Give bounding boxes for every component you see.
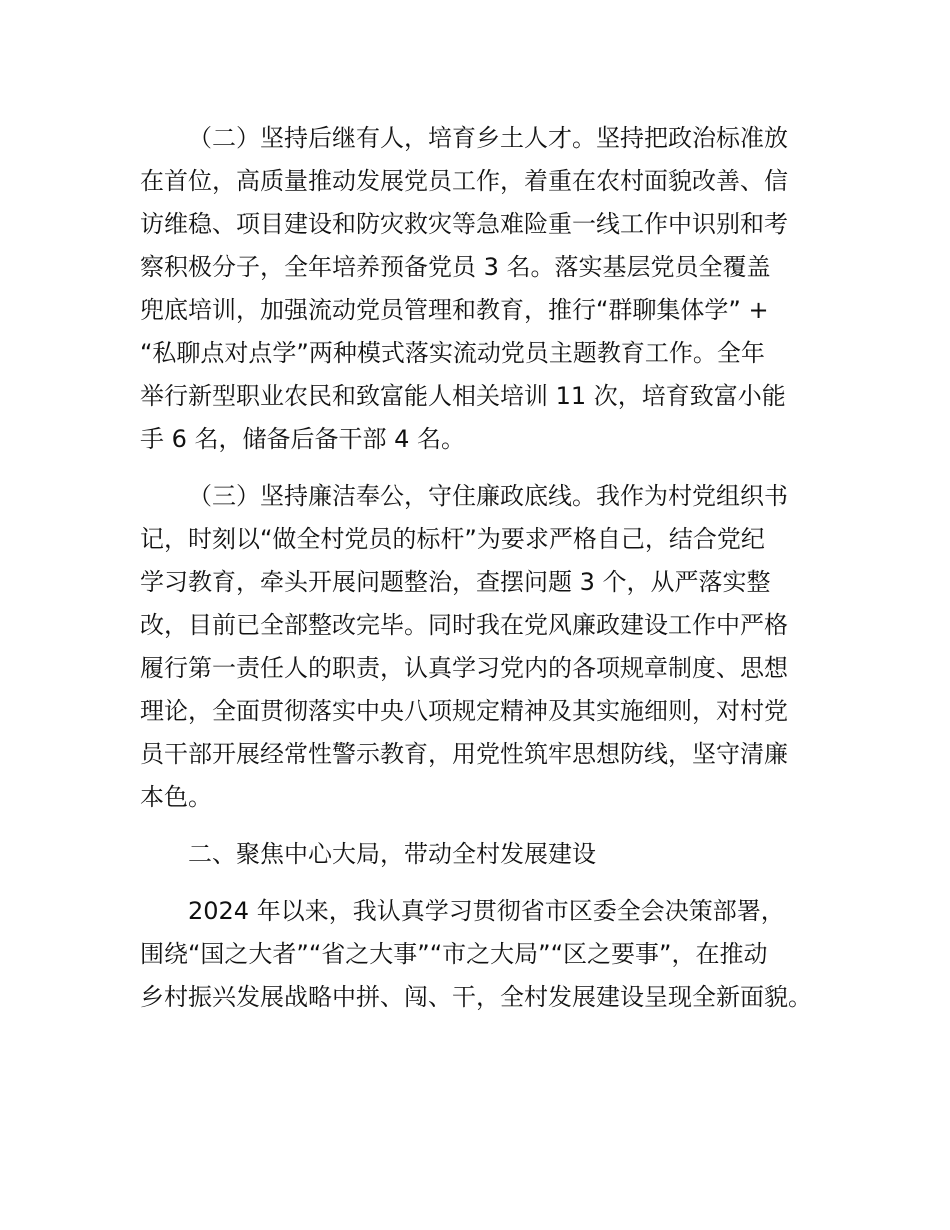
paragraph-integrity <box>140 475 812 819</box>
text-line: 乡村振兴发展战略中拼、闯、干，全村发展建设呈现全新面貌。 <box>140 983 812 1011</box>
text-line: 手 6 名，储备后备干部 4 名。 <box>140 425 466 453</box>
section-heading-text: 二、聚焦中心大局，带动全村发展建设 <box>188 840 596 868</box>
text-line: 在首位，高质量推动发展党员工作，着重在农村面貌改善、信 <box>140 167 788 195</box>
text-line: 理论，全面贯彻落实中央八项规定精神及其实施细则，对村党 <box>140 697 788 725</box>
text-line: 察积极分子，全年培养预备党员 3 名。落实基层党员全覆盖 <box>140 253 771 281</box>
text-line: 履行第一责任人的职责，认真学习党内的各项规章制度、思想 <box>140 654 788 682</box>
text-line: 2024 年以来，我认真学习贯彻省市区委全会决策部署， <box>188 897 785 925</box>
section-heading <box>140 833 812 876</box>
text-line: 本色。 <box>140 783 212 811</box>
text-line: （三）坚持廉洁奉公，守住廉政底线。我作为村党组织书 <box>188 482 788 510</box>
document-body <box>140 117 812 1033</box>
text-line: 记，时刻以“做全村党员的标杆”为要求严格自己，结合党纪 <box>140 525 765 553</box>
text-line: （二）坚持后继有人，培育乡土人才。坚持把政治标准放 <box>188 124 788 152</box>
text-line: 学习教育，牵头开展问题整治，查摆问题 3 个，从严落实整 <box>140 568 771 596</box>
paragraph-development <box>140 890 812 1019</box>
text-line: “私聊点对点学”两种模式落实流动党员主题教育工作。全年 <box>140 339 765 367</box>
text-line: 改，目前已全部整改完毕。同时我在党风廉政建设工作中严格 <box>140 611 788 639</box>
text-line: 访维稳、项目建设和防灾救灾等急难险重一线工作中识别和考 <box>140 210 788 238</box>
text-line: 员干部开展经常性警示教育，用党性筑牢思想防线，坚守清廉 <box>140 740 788 768</box>
text-line: 围绕“国之大者”“省之大事”“市之大局”“区之要事”，在推动 <box>140 940 768 968</box>
text-line: 兜底培训，加强流动党员管理和教育，推行“群聊集体学” + <box>140 296 769 324</box>
text-line: 举行新型职业农民和致富能人相关培训 11 次，培育致富小能 <box>140 382 786 410</box>
paragraph-talent-cultivation <box>140 117 812 461</box>
